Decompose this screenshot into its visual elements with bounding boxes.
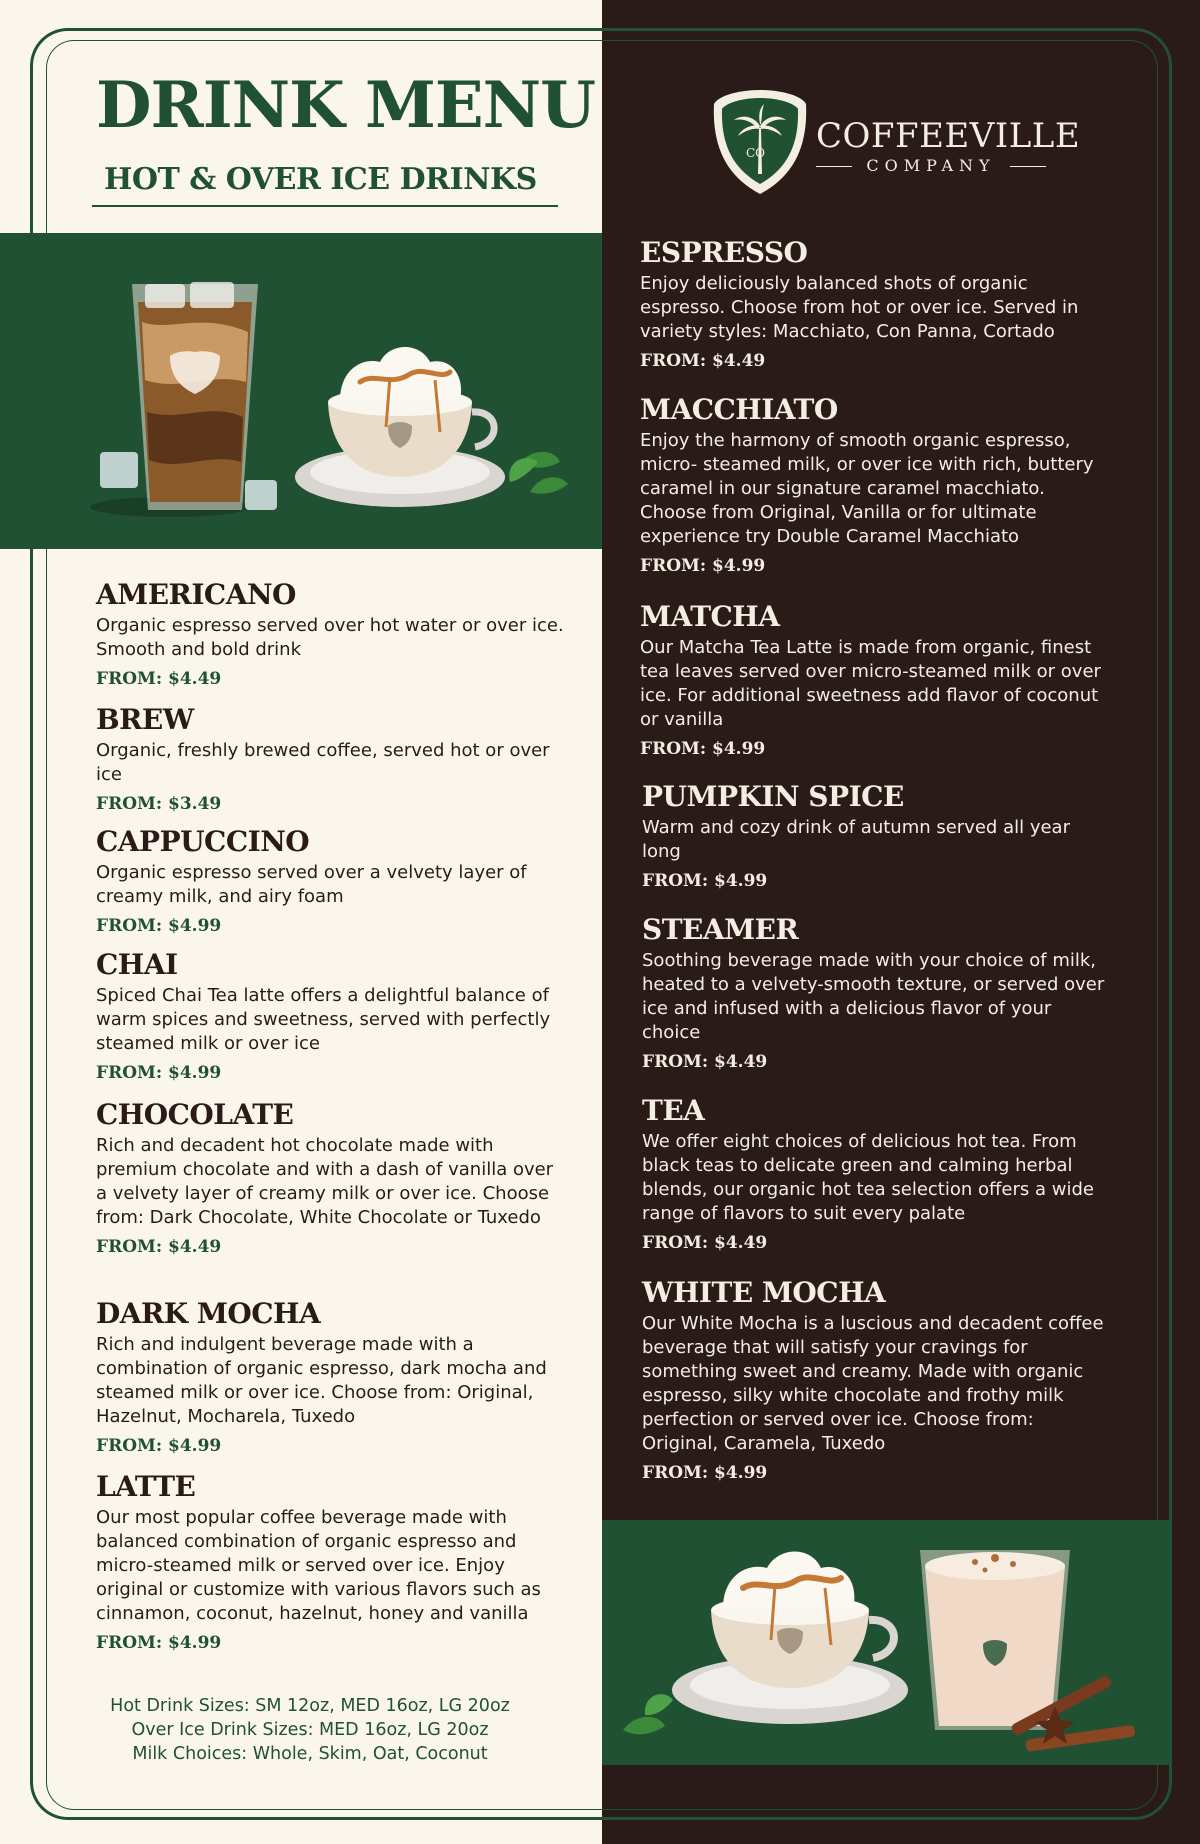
item-price: FROM: $4.99 xyxy=(96,1436,222,1456)
subtitle-underline xyxy=(92,205,558,207)
item-price: FROM: $4.99 xyxy=(642,871,768,891)
item-price: FROM: $4.99 xyxy=(96,916,222,936)
item-price: FROM: $4.49 xyxy=(642,1052,768,1072)
menu-item-white-mocha xyxy=(642,1276,1112,1484)
hot-drink-sizes: Hot Drink Sizes: SM 12oz, MED 16oz, LG 20oz xyxy=(110,1696,510,1716)
item-description: Rich and decadent hot chocolate made with premium chocolate and with a dash of vanilla over a velvety layer of creamy milk or over ice. Choose from: Dark Chocolate, White Chocolate or Tuxedo xyxy=(96,1135,554,1228)
item-price: FROM: $4.99 xyxy=(642,1463,768,1483)
menu-item-americano xyxy=(96,578,566,690)
item-description: Organic, freshly brewed coffee, served hot or over ice xyxy=(96,740,550,785)
item-description: Organic espresso served over a velvety layer of creamy milk, and airy foam xyxy=(96,862,527,907)
item-description: Rich and indulgent beverage made with a combination of organic espresso, dark mocha and steamed milk or over ice. Choose from: Original, Hazelnut, Mocharela, Tuxedo xyxy=(96,1334,547,1427)
brand-name: COFFEEVILLE xyxy=(816,116,1081,156)
palm-shield-icon xyxy=(710,86,810,198)
item-name: STEAMER xyxy=(642,913,799,946)
item-description: Spiced Chai Tea latte offers a delightful balance of warm spices and sweetness, served with perfectly steamed milk or over ice xyxy=(96,985,551,1054)
item-name: BREW xyxy=(96,703,194,736)
menu-title: DRINK MENU xyxy=(96,68,595,143)
item-name: CHAI xyxy=(96,948,178,981)
logo-initials: CO xyxy=(746,146,766,160)
item-description: Enjoy deliciously balanced shots of organic espresso. Choose from hot or over ice. Served in variety styles: Macchiato, Con Panna, Cortado xyxy=(640,273,1079,342)
item-price: FROM: $4.49 xyxy=(96,669,222,689)
item-description: We offer eight choices of delicious hot tea. From black teas to delicate green and calming herbal blends, our organic hot tea selection offers a wide range of flavors to suit every palate xyxy=(642,1131,1094,1224)
item-name: MATCHA xyxy=(640,600,780,633)
item-description: Organic espresso served over hot water or over ice. Smooth and bold drink xyxy=(96,615,564,660)
item-price: FROM: $4.99 xyxy=(640,556,766,576)
menu-item-steamer xyxy=(642,913,1112,1073)
menu-item-chocolate xyxy=(96,1098,566,1258)
menu-item-brew xyxy=(96,703,566,815)
item-name: LATTE xyxy=(96,1470,196,1503)
item-name: AMERICANO xyxy=(96,578,296,611)
brand-tagline: COMPANY xyxy=(816,156,1046,175)
item-name: ESPRESSO xyxy=(640,236,808,269)
item-price: FROM: $3.49 xyxy=(96,794,222,814)
menu-item-matcha xyxy=(640,600,1110,760)
item-name: MACCHIATO xyxy=(640,393,838,426)
item-description: Enjoy the harmony of smooth organic espresso, micro- steamed milk, or over ice with rich, buttery caramel in our signature caramel macchiato. Choose from Original, Vanilla or for ultimate experience try Double Caramel Macchiato xyxy=(640,430,1094,547)
menu-item-pumpkin-spice xyxy=(642,780,1112,892)
item-name: CAPPUCCINO xyxy=(96,825,310,858)
drinks-photo-bottom xyxy=(615,1530,1150,1760)
menu-item-cappuccino xyxy=(96,825,566,937)
item-name: DARK MOCHA xyxy=(96,1297,321,1330)
brand-logo xyxy=(710,86,1081,198)
item-description: Our Matcha Tea Latte is made from organic, finest tea leaves served over micro-steamed milk or over ice. For additional sweetness add flavor of coconut or vanilla xyxy=(640,637,1101,730)
item-description: Our White Mocha is a luscious and decadent coffee beverage that will satisfy your cravings for something sweet and creamy. Made with organic espresso, silky white chocolate and frothy milk perfection or served over ice. Choose from: Original, Caramela, Tuxedo xyxy=(642,1313,1104,1454)
item-description: Warm and cozy drink of autumn served all year long xyxy=(642,817,1070,862)
over-ice-drink-sizes: Over Ice Drink Sizes: MED 16oz, LG 20oz xyxy=(131,1720,489,1740)
item-price: FROM: $4.49 xyxy=(96,1237,222,1257)
size-and-milk-info xyxy=(70,1694,550,1766)
item-name: CHOCOLATE xyxy=(96,1098,294,1131)
drinks-photo-top xyxy=(90,262,590,532)
menu-item-dark-mocha xyxy=(96,1297,566,1457)
item-description: Our most popular coffee beverage made with balanced combination of organic espresso and micro-steamed milk or served over ice. Enjoy original or customize with various flavors such as cinnamon, coconut, hazelnut, honey and vanilla xyxy=(96,1507,541,1624)
item-price: FROM: $4.99 xyxy=(640,739,766,759)
menu-item-latte xyxy=(96,1470,566,1654)
item-name: TEA xyxy=(642,1094,705,1127)
item-name: WHITE MOCHA xyxy=(642,1276,886,1309)
item-name: PUMPKIN SPICE xyxy=(642,780,904,813)
menu-subtitle: HOT & OVER ICE DRINKS xyxy=(104,162,537,197)
item-price: FROM: $4.49 xyxy=(642,1233,768,1253)
item-price: FROM: $4.99 xyxy=(96,1063,222,1083)
menu-item-chai xyxy=(96,948,566,1084)
menu-item-tea xyxy=(642,1094,1112,1254)
item-price: FROM: $4.99 xyxy=(96,1633,222,1653)
item-price: FROM: $4.49 xyxy=(640,351,766,371)
milk-choices: Milk Choices: Whole, Skim, Oat, Coconut xyxy=(132,1744,488,1764)
item-description: Soothing beverage made with your choice of milk, heated to a velvety-smooth texture, or served over ice and infused with a delicious flavor of your choice xyxy=(642,950,1105,1043)
menu-item-espresso xyxy=(640,236,1110,372)
menu-item-macchiato xyxy=(640,393,1110,577)
